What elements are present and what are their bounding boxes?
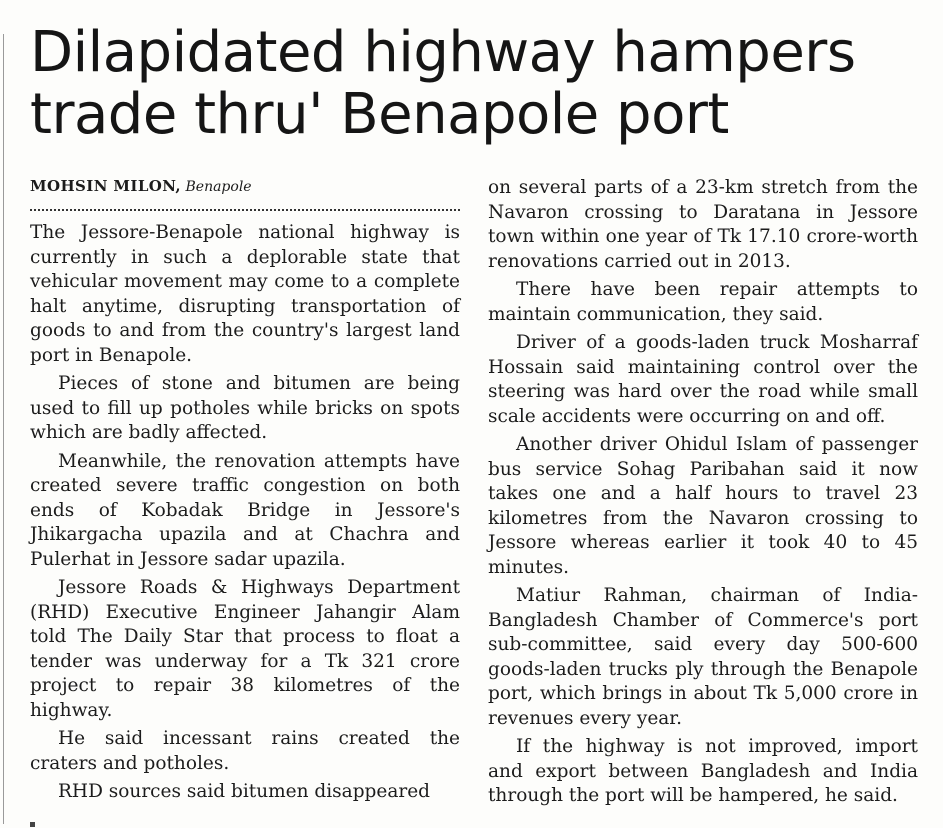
paragraph: He said incessant rains created the craters and potholes.	[30, 728, 460, 774]
paragraph: If the highway is not improved, import and export between Bangladesh and India through the port will be hampered, he said.	[488, 736, 918, 806]
byline-location: Benapole	[185, 179, 252, 195]
paragraph: Driver of a goods-laden truck Mosharraf Hossain said maintaining control over the steering was hard over the road while small scale accidents were occurring on and off.	[488, 332, 918, 427]
headline: Dilapidated highway hampers trade thru' Benapole port	[30, 20, 856, 147]
paragraph: Another driver Ohidul Islam of passenger bus service Sohag Paribahan said it now takes one and a half hours to travel 23 kilometres from the Navaron crossing to Jessore whereas earlier it took 40 to 45 minutes.	[488, 434, 918, 578]
byline-divider	[30, 209, 460, 211]
paragraph: There have been repair attempts to maintain communication, they said.	[488, 279, 918, 325]
paragraph: Jessore Roads & Highways Department (RHD) Executive Engineer Jahangir Alam told The Daily Star that process to float a tender was underway for a Tk 321 crore project to repair 38 kilometres of the highway.	[30, 577, 460, 721]
paragraph: Meanwhile, the renovation attempts have created severe traffic congestion on both ends of Kobadak Bridge in Jessore's Jhikargacha upazila and at Chachra and Pulerhat in Jessore sadar upazila.	[30, 450, 460, 570]
article-left-column	[30, 176, 460, 805]
byline	[30, 176, 460, 197]
paragraph: The Jessore-Benapole national highway is currently in such a deplorable state that vehicular movement may come to a complete halt anytime, disrupting transportation of goods to and from the country's largest land port in Benapole.	[30, 222, 460, 366]
article-right-column	[488, 176, 918, 809]
paragraph: Matiur Rahman, chairman of India-Bangladesh Chamber of Commerce's port sub-committee, said every day 500-600 goods-laden trucks ply through the Benapole port, which brings in about Tk 5,000 crore in revenues every year.	[488, 585, 918, 729]
byline-author: MOHSIN MILON,	[30, 177, 182, 195]
page-mark	[30, 822, 35, 827]
paragraph: RHD sources said bitumen disappeared	[58, 781, 430, 802]
column-rule	[3, 34, 4, 824]
paragraph: on several parts of a 23-km stretch from the Navaron crossing to Daratana in Jessore town within one year of Tk 17.10 crore-worth renovations carried out in 2013.	[488, 177, 918, 272]
paragraph: Pieces of stone and bitumen are being used to fill up potholes while bricks on spots which are badly affected.	[30, 373, 460, 443]
